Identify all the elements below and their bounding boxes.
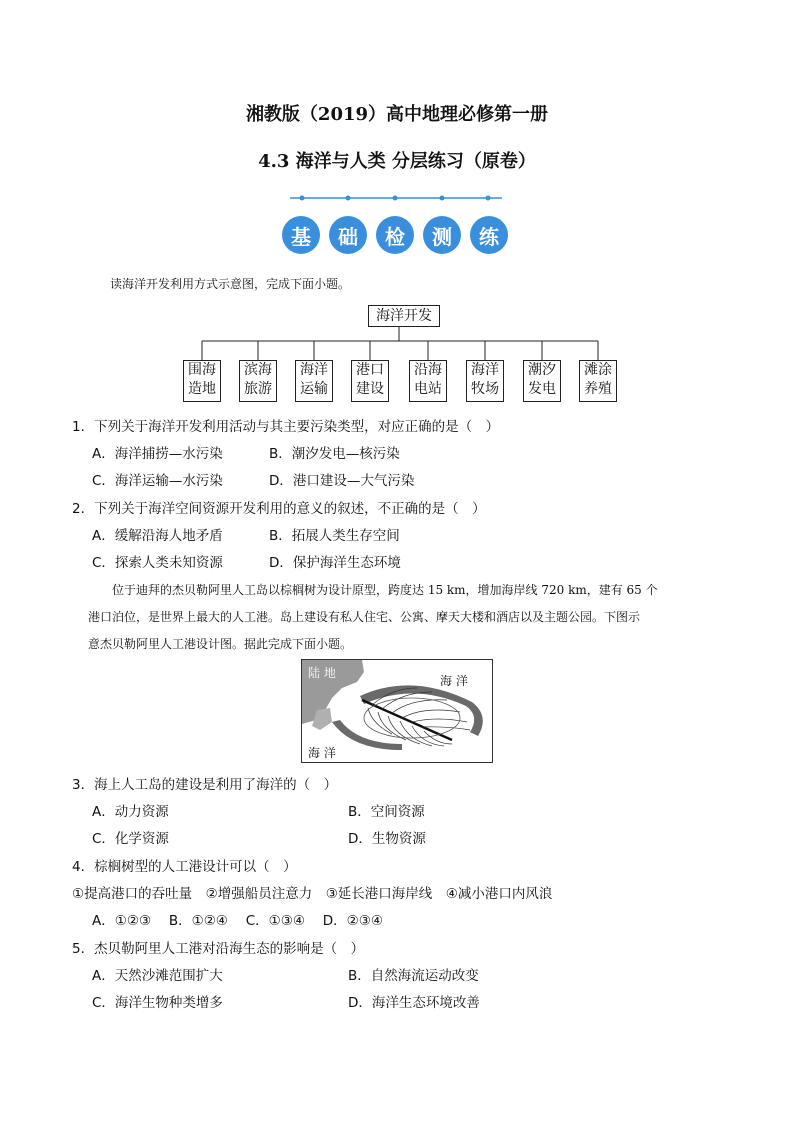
- question-2-option-b[interactable]: B．拓展人类生存空间: [269, 528, 400, 544]
- question-3-option-c[interactable]: C．化学资源: [92, 831, 169, 847]
- section-badge: 基: [282, 216, 320, 254]
- question-5-option-c[interactable]: C．海洋生物种类增多: [92, 995, 223, 1011]
- document-subtitle: 4.3 海洋与人类 分层练习（原卷）: [258, 151, 536, 172]
- question-4-stem: 4．棕榈树型的人工港设计可以（ ）: [72, 859, 297, 875]
- diagram-root: 海洋开发: [368, 305, 440, 327]
- passage-line: 意杰贝勒阿里人工港设计图。据此完成下面小题。: [88, 637, 353, 651]
- question-1-stem: 1．下列关于海洋开发利用活动与其主要污染类型，对应正确的是（ ）: [72, 419, 500, 435]
- question-2-option-a[interactable]: A．缓解沿海人地矛盾: [92, 528, 223, 544]
- diagram-node: 围海 造地: [183, 360, 221, 402]
- question-5-option-b[interactable]: B．自然海流运动改变: [348, 968, 479, 984]
- section-badge: 测: [423, 216, 461, 254]
- intro-text: 读海洋开发利用方式示意图，完成下面小题。: [110, 277, 351, 291]
- question-3-option-a[interactable]: A．动力资源: [92, 804, 169, 820]
- question-5-option-d[interactable]: D．海洋生态环境改善: [348, 995, 480, 1011]
- section-badge: 础: [329, 216, 367, 254]
- section-badge: 练: [470, 216, 508, 254]
- diagram-node: 沿海 电站: [409, 360, 447, 402]
- decorative-dotted-line: [288, 193, 506, 207]
- diagram-node: 滩涂 养殖: [579, 360, 617, 402]
- passage-line: 位于迪拜的杰贝勒阿里人工岛以棕榈树为设计原型，跨度达 15 km，增加海岸线 720 km，建有 65 个: [112, 583, 658, 597]
- question-2-option-d[interactable]: D．保护海洋生态环境: [269, 555, 401, 571]
- map-label-sea-bottom: 海 洋: [308, 746, 336, 760]
- document-title: 湘教版（2019）高中地理必修第一册: [245, 104, 549, 125]
- question-1-option-c[interactable]: C．海洋运输—水污染: [92, 473, 223, 489]
- question-3-option-b[interactable]: B．空间资源: [348, 804, 425, 820]
- question-1-option-d[interactable]: D．港口建设—大气污染: [269, 473, 415, 489]
- map-label-land: 陆 地: [308, 666, 336, 680]
- diagram-connectors: [180, 325, 620, 365]
- diagram-node: 潮汐 发电: [523, 360, 561, 402]
- question-4-options[interactable]: A．①②③ B．①②④ C．①③④ D．②③④: [92, 913, 383, 929]
- question-1-option-a[interactable]: A．海洋捕捞—水污染: [92, 446, 223, 462]
- diagram-node: 海洋 牧场: [466, 360, 504, 402]
- passage-line: 港口泊位，是世界上最大的人工港。岛上建设有私人住宅、公寓、摩天大楼和酒店以及主题公园。下图示: [88, 610, 641, 624]
- diagram-node: 港口 建设: [351, 360, 389, 402]
- question-2-option-c[interactable]: C．探索人类未知资源: [92, 555, 223, 571]
- section-badge: 检: [376, 216, 414, 254]
- question-2-stem: 2．下列关于海洋空间资源开发利用的意义的叙述，不正确的是（ ）: [72, 501, 486, 517]
- palm-island-map: [301, 659, 493, 763]
- question-5-option-a[interactable]: A．天然沙滩范围扩大: [92, 968, 223, 984]
- question-3-stem: 3．海上人工岛的建设是利用了海洋的（ ）: [72, 777, 338, 793]
- section-badges: [280, 216, 512, 256]
- question-1-option-b[interactable]: B．潮汐发电—核污染: [269, 446, 400, 462]
- question-5-stem: 5．杰贝勒阿里人工港对沿海生态的影响是（ ）: [72, 941, 365, 957]
- question-3-option-d[interactable]: D．生物资源: [348, 831, 426, 847]
- question-4-items: ①提高港口的吞吐量 ②增强船员注意力 ③延长港口海岸线 ④减小港口内风浪: [72, 886, 553, 902]
- map-label-sea-top: 海 洋: [440, 674, 468, 688]
- diagram-node: 海洋 运输: [295, 360, 333, 402]
- diagram-node: 滨海 旅游: [239, 360, 277, 402]
